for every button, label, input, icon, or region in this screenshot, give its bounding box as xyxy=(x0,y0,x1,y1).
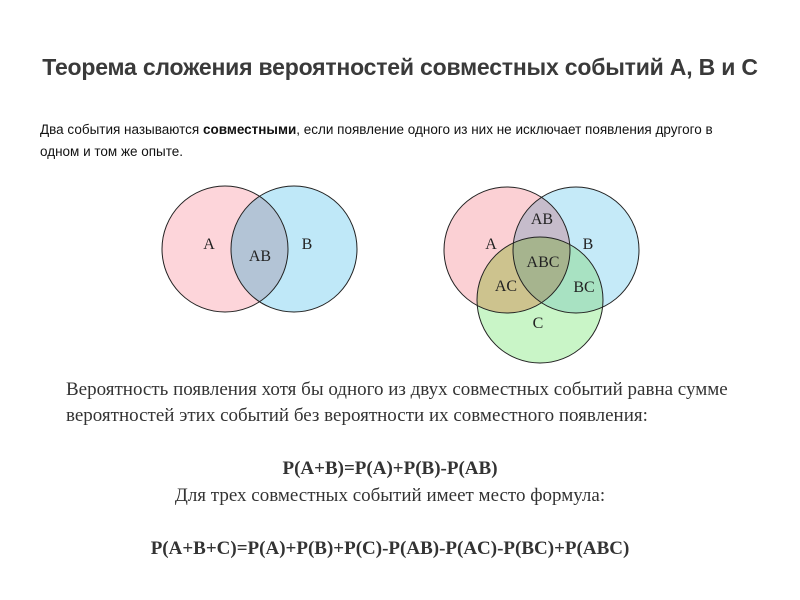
venn3-label-ac: AC xyxy=(494,278,518,295)
explanation-text: Вероятность появления хотя бы одного из двух совместных событий равна сумме вероятностей этих событий без вероятности их совместного появления: xyxy=(66,379,728,426)
definition-end: , если появление одного из них не исключает появления другого в одном и том же опыте. xyxy=(40,122,713,159)
venn3-label-c: C xyxy=(532,315,544,332)
venn2-label-b: B xyxy=(301,236,313,253)
venn3-label-bc: BC xyxy=(573,279,595,296)
venn-three-events xyxy=(444,187,639,363)
formula-two-events: P(A+B)=P(A)+P(B)-P(AB) xyxy=(282,458,498,479)
three-events-intro: Для трех совместных событий имеет место формула: xyxy=(174,485,606,506)
venn3-label-a: A xyxy=(485,236,497,253)
venn2-label-ab: AB xyxy=(248,248,272,265)
venn2-label-a: A xyxy=(203,236,215,253)
venn-two-events xyxy=(162,186,357,312)
definition-start: Два события называются xyxy=(40,122,203,137)
definition-term: совместными xyxy=(202,122,297,137)
venn3-label-abc: ABC xyxy=(526,254,560,271)
venn3-label-b: B xyxy=(582,236,594,253)
formula-three-events: P(A+B+C)=P(A)+P(B)+P(C)-P(AB)-P(AC)-P(BC)+P(ABC) xyxy=(150,538,630,559)
slide-title: Теорема сложения вероятностей совместных событий А, В и С xyxy=(42,54,758,80)
venn3-label-ab: AB xyxy=(530,211,554,228)
